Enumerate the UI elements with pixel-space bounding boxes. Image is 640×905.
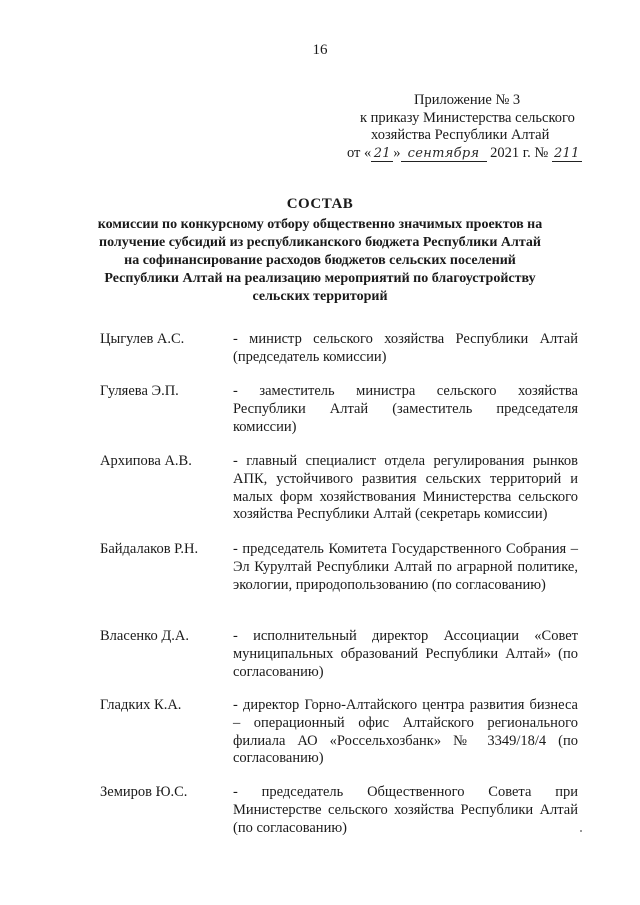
appendix-ministry: хозяйства Республики Алтай xyxy=(371,127,550,143)
member-role: - председатель Комитета Государственного Собрания – Эл Курултай Республики Алтай по аграрной политике, экологии, природопользованию (по согласованию) xyxy=(233,541,578,593)
appendix-date-line xyxy=(340,145,600,163)
document-subtitle: комиссии по конкурсному отбору общественно значимых проектов на получение субсидий из республиканского бюджета Республики Алтай на софинансирование расходов бюджетов сельских поселений Республики Алтай на реализацию мероприятий по благоустройству сельских территорий xyxy=(97,217,543,304)
member-role: - директор Горно-Алтайского центра развития бизнеса – операционный офис Алтайского регионального филиала АО «Россельхозбанк» № 3349/18/4 (по согласованию) xyxy=(233,697,578,767)
member-name: Власенко Д.А. xyxy=(100,628,189,644)
member-name: Гладких К.А. xyxy=(100,697,182,713)
handwritten-month: сентября xyxy=(401,147,487,162)
appendix-title: Приложение № 3 xyxy=(414,92,521,108)
member-role: - главный специалист отдела регулирования рынков АПК, устойчивого развития сельских территорий и малых форм хозяйствования Министерства сельского хозяйства Республики Алтай (секретарь комиссии) xyxy=(233,453,578,523)
date-year: 2021 г. № xyxy=(486,144,552,161)
member-name: Гуляева Э.П. xyxy=(100,383,179,399)
handwritten-order-number: 211 xyxy=(552,147,582,162)
handwritten-day: 21 xyxy=(371,147,393,162)
member-name: Архипова А.В. xyxy=(100,453,192,469)
member-role: - председатель Общественного Совета при Министерстве сельского хозяйства Республики Алтай (по согласованию) xyxy=(233,784,578,836)
appendix-header xyxy=(340,92,600,162)
date-prefix: от « xyxy=(347,144,372,161)
page-number: 16 xyxy=(312,42,328,58)
member-role: - исполнительный директор Ассоциации «Совет муниципальных образований Республики Алтай» (по согласованию) xyxy=(233,628,578,680)
member-name: Цыгулев А.С. xyxy=(100,331,185,347)
scan-speck xyxy=(580,830,582,832)
document-title: СОСТАВ xyxy=(286,196,354,212)
member-name: Байдалаков Р.Н. xyxy=(100,541,199,557)
date-close-quote: » xyxy=(393,144,401,161)
appendix-order-ref: к приказу Министерства сельского xyxy=(360,109,575,126)
member-role: - заместитель министра сельского хозяйства Республики Алтай (заместитель председателя комиссии) xyxy=(233,383,578,435)
member-name: Земиров Ю.С. xyxy=(100,784,188,800)
member-role: - министр сельского хозяйства Республики Алтай (председатель комиссии) xyxy=(233,331,578,365)
